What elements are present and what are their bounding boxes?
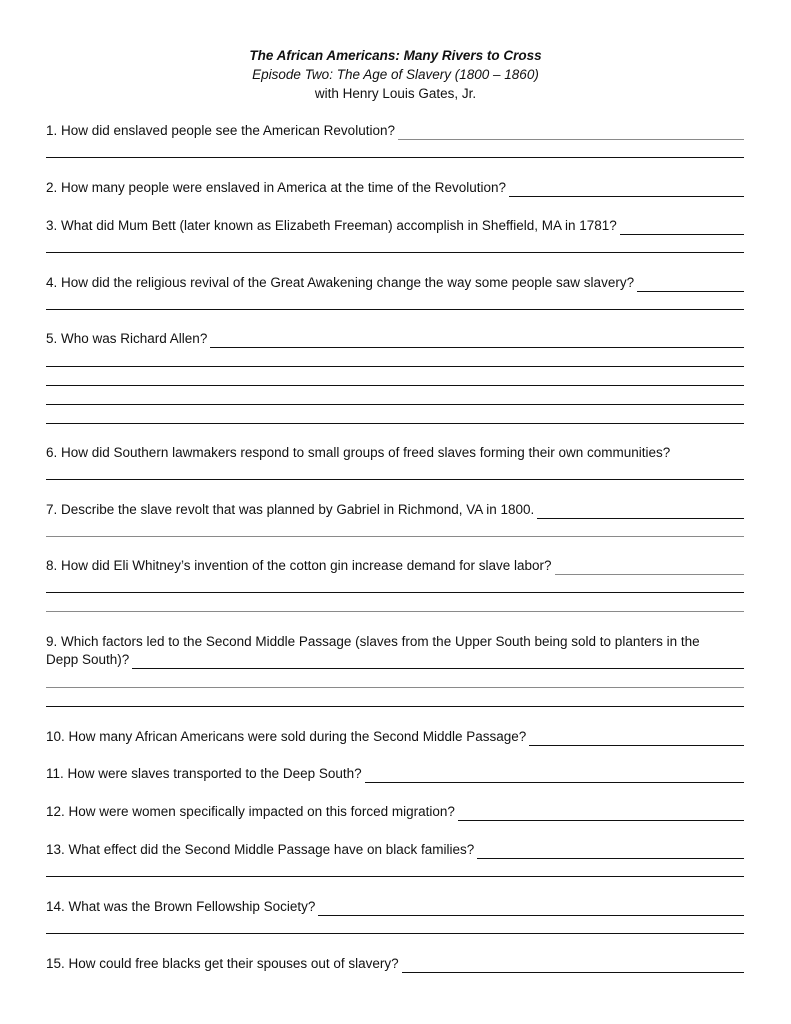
answer-line[interactable] (46, 404, 744, 405)
question-text: 11. How were slaves transported to the Deep South? (46, 766, 362, 781)
answer-line[interactable] (458, 806, 744, 821)
question-text: 9. Which factors led to the Second Middle Passage (slaves from the Upper South being sold to planters in the (46, 634, 700, 649)
answer-line[interactable] (555, 560, 744, 575)
answer-line[interactable] (210, 333, 744, 348)
answer-line[interactable] (46, 157, 744, 158)
question-12 (46, 803, 744, 821)
question-9 (46, 633, 744, 669)
answer-line[interactable] (620, 220, 744, 235)
question-text: 14. What was the Brown Fellowship Society? (46, 899, 316, 914)
answer-line[interactable] (46, 876, 744, 877)
answer-line[interactable] (509, 182, 744, 197)
question-text: 15. How could free blacks get their spouses out of slavery? (46, 956, 399, 971)
answer-line[interactable] (46, 309, 744, 310)
answer-line[interactable] (46, 592, 744, 593)
question-text: 13. What effect did the Second Middle Passage have on black families? (46, 842, 475, 857)
question-15 (46, 955, 744, 973)
question-8 (46, 557, 744, 575)
answer-line[interactable] (46, 479, 744, 480)
question-14 (46, 898, 744, 916)
answer-line[interactable] (46, 423, 744, 424)
answer-line[interactable] (132, 654, 744, 669)
answer-line[interactable] (637, 277, 744, 292)
host-line: with Henry Louis Gates, Jr. (314, 86, 477, 101)
question-5 (46, 330, 744, 348)
answer-line[interactable] (318, 901, 744, 916)
question-6 (46, 444, 744, 462)
answer-line[interactable] (46, 385, 744, 386)
answer-line[interactable] (46, 706, 744, 707)
answer-line[interactable] (46, 536, 744, 537)
question-4 (46, 274, 744, 292)
episode-subtitle: Episode Two: The Age of Slavery (1800 – 1860) (252, 67, 539, 82)
question-text: 5. Who was Richard Allen? (46, 331, 208, 346)
answer-line[interactable] (537, 504, 744, 519)
question-7 (46, 501, 744, 519)
answer-line[interactable] (529, 731, 744, 746)
answer-line[interactable] (402, 958, 744, 973)
answer-line[interactable] (398, 125, 744, 140)
answer-line[interactable] (46, 687, 744, 688)
answer-line[interactable] (46, 252, 744, 253)
answer-line[interactable] (46, 366, 744, 367)
worksheet-title: The African Americans: Many Rivers to Cross (249, 48, 542, 63)
question-text: 12. How were women specifically impacted on this forced migration? (46, 804, 455, 819)
question-2 (46, 179, 744, 197)
question-11 (46, 765, 744, 783)
question-1 (46, 122, 744, 140)
answer-line[interactable] (46, 611, 744, 612)
question-3 (46, 217, 744, 235)
question-text: 6. How did Southern lawmakers respond to small groups of freed slaves forming their own communities? (46, 445, 671, 460)
question-text: 10. How many African Americans were sold during the Second Middle Passage? (46, 729, 527, 744)
question-text: 8. How did Eli Whitney’s invention of the cotton gin increase demand for slave labor? (46, 558, 552, 573)
answer-line[interactable] (365, 768, 744, 783)
answer-line[interactable] (477, 844, 744, 859)
question-text: 7. Describe the slave revolt that was planned by Gabriel in Richmond, VA in 1800. (46, 502, 535, 517)
answer-line[interactable] (46, 933, 744, 934)
question-text: 1. How did enslaved people see the American Revolution? (46, 123, 395, 138)
question-text: 2. How many people were enslaved in America at the time of the Revolution? (46, 180, 507, 195)
question-10 (46, 728, 744, 746)
question-text: 3. What did Mum Bett (later known as Elizabeth Freeman) accomplish in Sheffield, MA in 1781? (46, 218, 617, 233)
question-text: 4. How did the religious revival of the Great Awakening change the way some people saw slavery? (46, 275, 635, 290)
question-13 (46, 841, 744, 859)
question-text-continued: Depp South)? (46, 652, 130, 667)
